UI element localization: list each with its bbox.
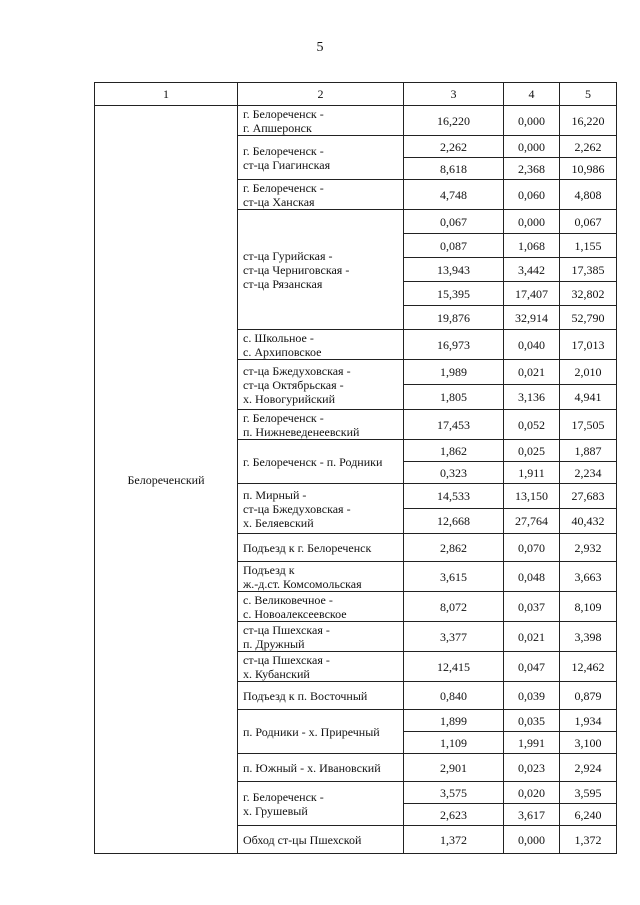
length-col4-cell: 1,991 — [504, 732, 560, 754]
length-total-cell: 32,802 — [560, 282, 617, 306]
length-cell: 3,377 — [404, 622, 504, 652]
length-cell: 16,973 — [404, 330, 504, 360]
road-name-line: п. Родники - х. Приречный — [243, 724, 380, 739]
road-name-line: х. Грушевый — [243, 803, 308, 818]
length-cell: 1,805 — [404, 385, 504, 410]
length-col4-cell: 0,000 — [504, 106, 560, 136]
length-col4-cell: 0,048 — [504, 562, 560, 592]
length-col4-cell: 2,368 — [504, 158, 560, 180]
length-cell: 15,395 — [404, 282, 504, 306]
length-cell: 1,862 — [404, 440, 504, 462]
length-total-cell: 2,234 — [560, 462, 617, 484]
road-name-line: г. Белореченск - п. Родники — [243, 454, 383, 469]
road-name-cell — [238, 682, 404, 710]
road-name-cell — [238, 360, 404, 410]
road-name-line: с. Школьное - — [243, 330, 314, 345]
length-col4-cell: 3,136 — [504, 385, 560, 410]
road-name-cell — [238, 330, 404, 360]
road-name-line: Подъезд к п. Восточный — [243, 688, 368, 703]
length-col4-cell: 0,052 — [504, 410, 560, 440]
length-col4-cell: 0,040 — [504, 330, 560, 360]
road-name-cell — [238, 754, 404, 782]
length-total-cell: 1,934 — [560, 710, 617, 732]
length-col4-cell: 0,000 — [504, 826, 560, 854]
road-name-line: с. Новоалексеевское — [243, 606, 347, 621]
length-cell: 19,876 — [404, 306, 504, 330]
road-name-line: ст-ца Черниговская - — [243, 262, 350, 277]
length-cell: 1,109 — [404, 732, 504, 754]
length-col4-cell: 13,150 — [504, 484, 560, 509]
length-cell: 2,262 — [404, 136, 504, 158]
road-name-line: ст-ца Пшехская - — [243, 622, 330, 637]
road-table — [94, 82, 617, 854]
header-row — [95, 83, 617, 106]
road-name-line: ст-ца Октябрьская - — [243, 377, 344, 392]
length-cell: 16,220 — [404, 106, 504, 136]
road-name-line: ст-ца Пшехская - — [243, 652, 330, 667]
length-col4-cell: 0,000 — [504, 210, 560, 234]
length-col4-cell: 0,021 — [504, 622, 560, 652]
length-col4-cell: 0,037 — [504, 592, 560, 622]
road-name-cell — [238, 782, 404, 826]
length-col4-cell: 0,047 — [504, 652, 560, 682]
road-name-line: п. Нижневеденеевский — [243, 424, 360, 439]
length-total-cell: 8,109 — [560, 592, 617, 622]
length-col4-cell: 0,020 — [504, 782, 560, 804]
length-col4-cell: 32,914 — [504, 306, 560, 330]
length-col4-cell: 0,039 — [504, 682, 560, 710]
length-cell: 0,087 — [404, 234, 504, 258]
length-col4-cell: 0,060 — [504, 180, 560, 210]
road-name-cell — [238, 210, 404, 330]
length-total-cell: 2,932 — [560, 534, 617, 562]
length-total-cell: 12,462 — [560, 652, 617, 682]
length-col4-cell: 0,021 — [504, 360, 560, 385]
road-name-cell — [238, 136, 404, 180]
road-name-line: ст-ца Рязанская — [243, 276, 323, 291]
table-row — [95, 106, 617, 136]
table-body — [95, 106, 617, 854]
length-cell: 14,533 — [404, 484, 504, 509]
road-name-line: ст-ца Бжедуховская - — [243, 501, 351, 516]
length-cell: 12,415 — [404, 652, 504, 682]
road-name-cell — [238, 534, 404, 562]
length-col4-cell: 27,764 — [504, 509, 560, 534]
length-col4-cell: 1,911 — [504, 462, 560, 484]
length-total-cell: 4,808 — [560, 180, 617, 210]
column-header: 1 — [95, 83, 238, 106]
length-total-cell: 1,887 — [560, 440, 617, 462]
road-name-cell — [238, 622, 404, 652]
length-col4-cell: 0,000 — [504, 136, 560, 158]
road-name-cell — [238, 652, 404, 682]
column-header: 3 — [404, 83, 504, 106]
road-name-cell — [238, 710, 404, 754]
road-name-line: ст-ца Ханская — [243, 194, 315, 209]
road-name-line: Обход ст-цы Пшехской — [243, 832, 362, 847]
length-total-cell: 3,663 — [560, 562, 617, 592]
length-total-cell: 27,683 — [560, 484, 617, 509]
road-name-cell — [238, 410, 404, 440]
length-total-cell: 10,986 — [560, 158, 617, 180]
length-total-cell: 3,595 — [560, 782, 617, 804]
length-cell: 17,453 — [404, 410, 504, 440]
length-cell: 1,372 — [404, 826, 504, 854]
length-cell: 12,668 — [404, 509, 504, 534]
column-header: 4 — [504, 83, 560, 106]
length-total-cell: 6,240 — [560, 804, 617, 826]
length-cell: 3,575 — [404, 782, 504, 804]
length-total-cell: 17,385 — [560, 258, 617, 282]
road-name-line: п. Южный - х. Ивановский — [243, 760, 381, 775]
length-cell: 2,862 — [404, 534, 504, 562]
road-name-cell — [238, 440, 404, 484]
length-col4-cell: 0,023 — [504, 754, 560, 782]
length-total-cell: 4,941 — [560, 385, 617, 410]
length-cell: 3,615 — [404, 562, 504, 592]
length-col4-cell: 1,068 — [504, 234, 560, 258]
road-name-cell — [238, 562, 404, 592]
length-col4-cell: 3,442 — [504, 258, 560, 282]
length-cell: 13,943 — [404, 258, 504, 282]
length-col4-cell: 3,617 — [504, 804, 560, 826]
road-name-line: п. Дружный — [243, 636, 305, 651]
road-name-line: х. Беляевский — [243, 515, 314, 530]
length-total-cell: 0,067 — [560, 210, 617, 234]
road-name-cell — [238, 592, 404, 622]
length-cell: 0,323 — [404, 462, 504, 484]
road-name-line: г. Апшеронск — [243, 120, 312, 135]
length-col4-cell: 0,025 — [504, 440, 560, 462]
road-name-line: Подъезд к — [243, 562, 295, 577]
length-total-cell: 17,013 — [560, 330, 617, 360]
length-total-cell: 16,220 — [560, 106, 617, 136]
road-name-line: ст-ца Гиагинская — [243, 157, 331, 172]
length-total-cell: 17,505 — [560, 410, 617, 440]
length-cell: 1,899 — [404, 710, 504, 732]
road-name-line: г. Белореченск - — [243, 180, 324, 195]
road-name-cell — [238, 826, 404, 854]
column-header: 2 — [238, 83, 404, 106]
road-name-line: п. Мирный - — [243, 487, 307, 502]
column-header: 5 — [560, 83, 617, 106]
length-total-cell: 1,155 — [560, 234, 617, 258]
road-name-line: ст-ца Гурийская - — [243, 248, 333, 263]
road-name-cell — [238, 180, 404, 210]
road-name-line: г. Белореченск - — [243, 410, 324, 425]
length-total-cell: 3,100 — [560, 732, 617, 754]
length-cell: 2,901 — [404, 754, 504, 782]
length-col4-cell: 17,407 — [504, 282, 560, 306]
road-name-line: ст-ца Бжедуховская - — [243, 363, 351, 378]
length-cell: 0,067 — [404, 210, 504, 234]
road-name-line: с. Великовечное - — [243, 592, 333, 607]
road-name-line: с. Архиповское — [243, 344, 322, 359]
length-cell: 8,618 — [404, 158, 504, 180]
road-name-line: Подъезд к г. Белореченск — [243, 540, 372, 555]
length-total-cell: 40,432 — [560, 509, 617, 534]
road-name-line: х. Кубанский — [243, 666, 310, 681]
length-cell: 1,989 — [404, 360, 504, 385]
length-cell: 2,623 — [404, 804, 504, 826]
road-name-line: ж.-д.ст. Комсомольская — [243, 576, 362, 591]
length-total-cell: 2,010 — [560, 360, 617, 385]
road-name-line: г. Белореченск - — [243, 106, 324, 121]
road-name-line: г. Белореченск - — [243, 789, 324, 804]
length-cell: 0,840 — [404, 682, 504, 710]
length-total-cell: 2,924 — [560, 754, 617, 782]
road-name-line: х. Новогурийский — [243, 391, 336, 406]
length-cell: 8,072 — [404, 592, 504, 622]
length-col4-cell: 0,070 — [504, 534, 560, 562]
length-total-cell: 3,398 — [560, 622, 617, 652]
length-col4-cell: 0,035 — [504, 710, 560, 732]
length-total-cell: 0,879 — [560, 682, 617, 710]
length-cell: 4,748 — [404, 180, 504, 210]
length-total-cell: 2,262 — [560, 136, 617, 158]
page-number: 5 — [316, 40, 324, 55]
length-total-cell: 52,790 — [560, 306, 617, 330]
length-total-cell: 1,372 — [560, 826, 617, 854]
road-name-cell — [238, 484, 404, 534]
road-name-line: г. Белореченск - — [243, 143, 324, 158]
district-cell: Белореченский — [95, 106, 238, 854]
road-name-cell — [238, 106, 404, 136]
